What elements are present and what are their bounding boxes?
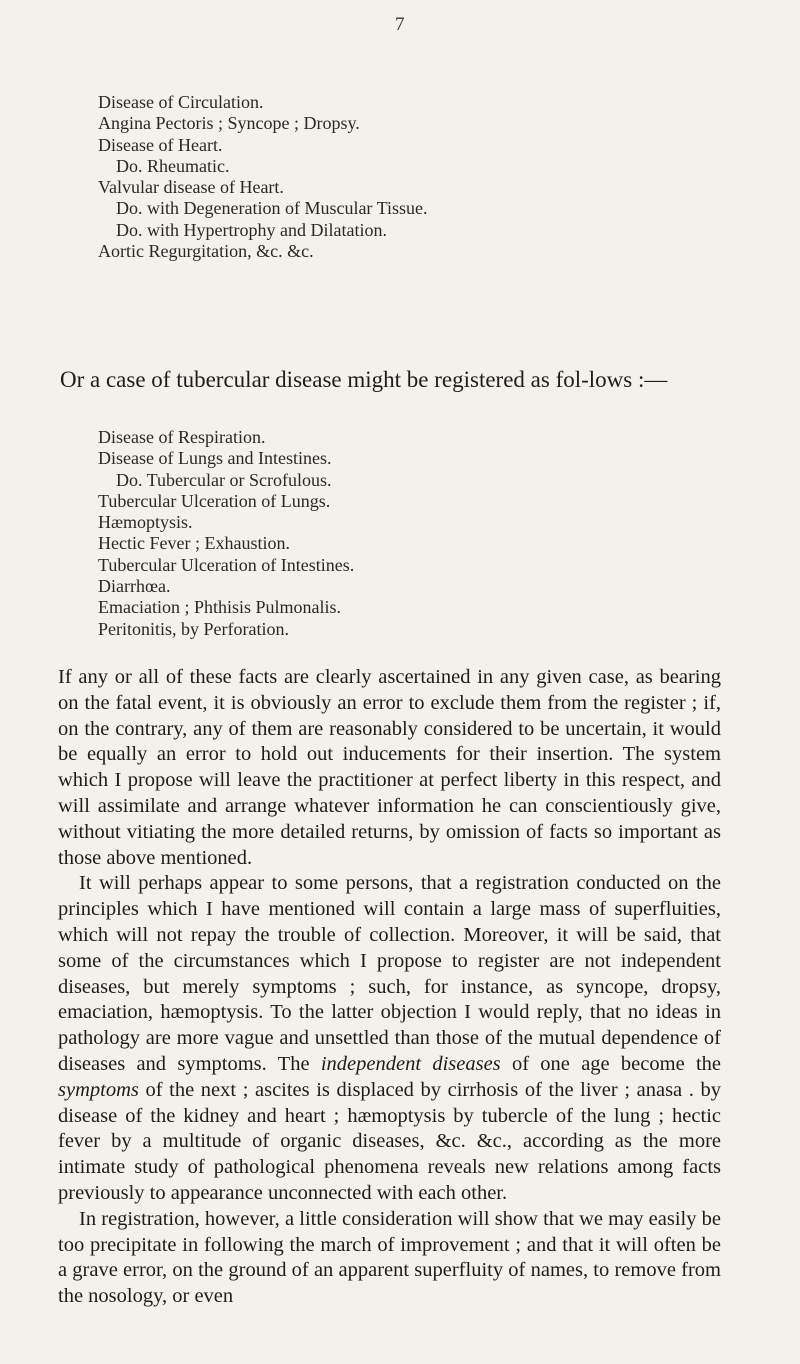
italic-phrase: independent diseases: [320, 1052, 501, 1075]
list-item: Aortic Regurgitation, &c. &c.: [98, 241, 314, 262]
list-item: Emaciation ; Phthisis Pulmonalis.: [98, 597, 341, 618]
tubercular-list: [98, 427, 354, 640]
paragraph: [58, 871, 721, 1206]
list-item: Peritonitis, by Perforation.: [98, 618, 289, 639]
list-item: Disease of Circulation.: [98, 92, 264, 112]
list-item: Do. Rheumatic.: [116, 155, 230, 176]
list-item: Hæmoptysis.: [98, 512, 193, 533]
list-item: Do. with Hypertrophy and Dilatation.: [116, 219, 387, 240]
list-item: Angina Pectoris ; Syncope ; Dropsy.: [98, 113, 360, 134]
intro-sentence: Or a case of tubercular disease might be registered as fol-lows :—: [60, 367, 668, 392]
paragraph-text: of the next ; ascites is displaced by cirrhosis of the liver ; anasa . by disease of the kidney and heart ; hæmoptysis by tubercle of the lung ; hectic fever by a multitude of organic diseases, &c. &c., according as the more intimate study of pathological phenomena reveals new relations among facts previously to appearance unconnected with each other.: [58, 1078, 721, 1204]
list-item: Tubercular Ulceration of Lungs.: [98, 490, 331, 511]
paragraph-text: of one age become the: [500, 1052, 721, 1075]
circulation-list: [98, 92, 427, 262]
paragraph-text: It will perhaps appear to some persons, that a registration conducted on the principles which I have mentioned will contain a large mass of superfluities, which will not repay the trouble of collection. Moreover, it will be said, that some of the circumstances which I propose to register are not independent diseases, but merely symptoms ; such, for instance, as syncope, dropsy, emaciation, hæmoptysis. To the latter objection I would reply, that no ideas in pathology are more vague and unsettled than those of the mutual dependence of diseases and symptoms. The: [58, 872, 721, 1075]
list-item: Hectic Fever ; Exhaustion.: [98, 533, 290, 554]
body-text: [58, 665, 721, 1310]
list-item: Do. with Degeneration of Muscular Tissue.: [116, 198, 428, 219]
paragraph: If any or all of these facts are clearly ascertained in any given case, as bearing on the fatal event, it is obviously an error to exclude them from the register ; if, on the contrary, any of them are reasonably considered to be uncertain, it would be equally an error to hold out inducements for their insertion. The system which I propose will leave the practitioner at perfect liberty in this respect, and will assimilate and arrange whatever information he can conscientiously give, without vitiating the more detailed returns, by omission of facts so important as those above mentioned.: [58, 666, 721, 869]
list-item: Disease of Lungs and Intestines.: [98, 448, 332, 469]
list-item: Do. Tubercular or Scrofulous.: [116, 469, 332, 490]
list-item: Disease of Heart.: [98, 134, 223, 155]
page-number: 7: [395, 14, 405, 35]
list-item: Valvular disease of Heart.: [98, 177, 284, 198]
italic-phrase: symptoms: [58, 1078, 139, 1101]
paragraph: In registration, however, a little consideration will show that we may easily be too precipitate in following the march of improvement ; and that it will often be a grave error, on the ground of an apparent superfluity of names, to remove from the nosology, or even: [58, 1207, 721, 1308]
list-item: Diarrhœa.: [98, 576, 171, 597]
list-item: Disease of Respiration.: [98, 427, 266, 447]
list-item: Tubercular Ulceration of Intestines.: [98, 554, 355, 575]
